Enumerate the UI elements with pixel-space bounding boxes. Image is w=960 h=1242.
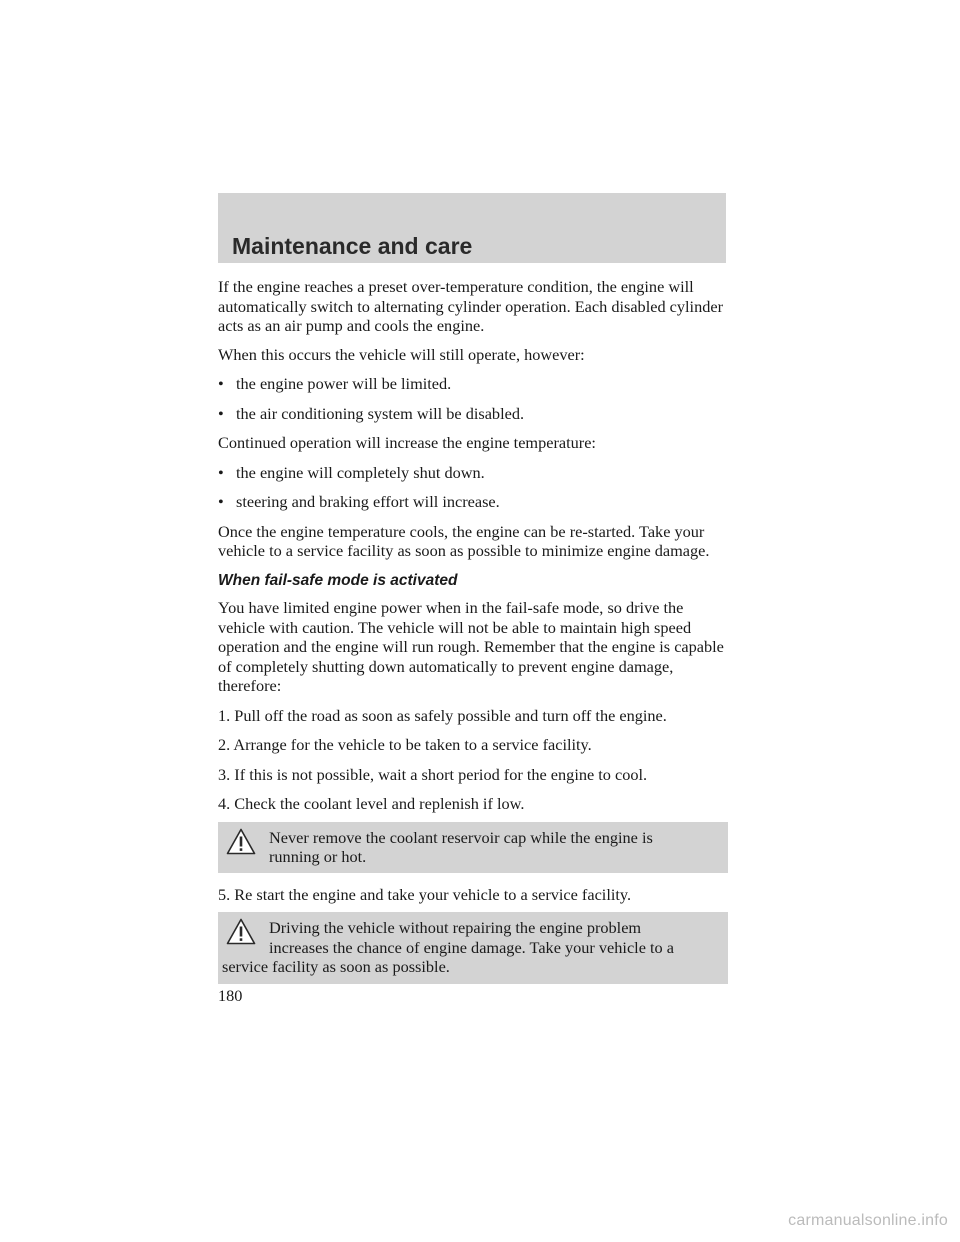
warning-text-line: Never remove the coolant reservoir cap while the engine is [269,827,653,847]
list-item [218,404,728,424]
warning-triangle-icon [226,918,256,945]
list-item-text: steering and braking effort will increase. [236,492,500,511]
bullet-icon: • [218,403,224,423]
bullet-icon: • [218,492,224,511]
bullet-icon: • [218,462,224,482]
page-content [218,277,728,996]
paragraph-restart: Once the engine temperature cools, the engine can be re-started. Take your vehicle to a service facility as soon as possible to minimize engine damage. [218,521,710,560]
warning-text-line: service facility as soon as possible. [222,957,450,976]
list-item-text: the engine power will be limited. [236,374,452,393]
warning-text-line: increases the chance of engine damage. Take your vehicle to a [269,937,674,957]
list-item [218,374,728,394]
paragraph-still-operate: When this occurs the vehicle will still operate, however: [218,344,585,364]
step-item: 2. Arrange for the vehicle to be taken to a service facility. [218,735,592,754]
bullet-icon: • [218,374,224,393]
paragraph-continued-operation: Continued operation will increase the engine temperature: [218,433,596,452]
warning-triangle-icon [226,828,256,855]
warning-box-engine-damage [218,912,728,984]
list-item [218,463,728,483]
step-item: 5. Re start the engine and take your vehicle to a service facility. [218,884,632,904]
warning-text-line: Driving the vehicle without repairing the engine problem [269,918,642,937]
step-item: 1. Pull off the road as soon as safely possible and turn off the engine. [218,705,667,725]
paragraph-overtemp: If the engine reaches a preset over-temperature condition, the engine will automatically switch to alternating cylinder operation. Each disabled cylinder acts as an air pump and cools the engine. [218,277,723,335]
warning-box-coolant [218,822,728,873]
step-item: 3. If this is not possible, wait a short period for the engine to cool. [218,764,648,784]
paragraph-fail-safe: You have limited engine power when in the fail-safe mode, so drive the vehicle with caution. The vehicle will not be able to maintain high speed operation and the engine will run rough. Remember that the engine is capable of completely shutting down automatically to prevent engine damage, therefore: [218,598,724,695]
watermark-text: carmanualsonline.info [788,1212,948,1229]
list-item-text: the air conditioning system will be disabled. [236,403,525,423]
warning-text-line: running or hot. [269,847,367,866]
step-item: 4. Check the coolant level and replenish if low. [218,794,525,813]
section-header-band [218,193,726,263]
list-item-text: the engine will completely shut down. [236,462,485,482]
page-number: 180 [218,986,243,1005]
section-title: Maintenance and care [232,233,473,259]
subheading-fail-safe: When fail-safe mode is activated [218,571,458,589]
list-item [218,492,728,512]
